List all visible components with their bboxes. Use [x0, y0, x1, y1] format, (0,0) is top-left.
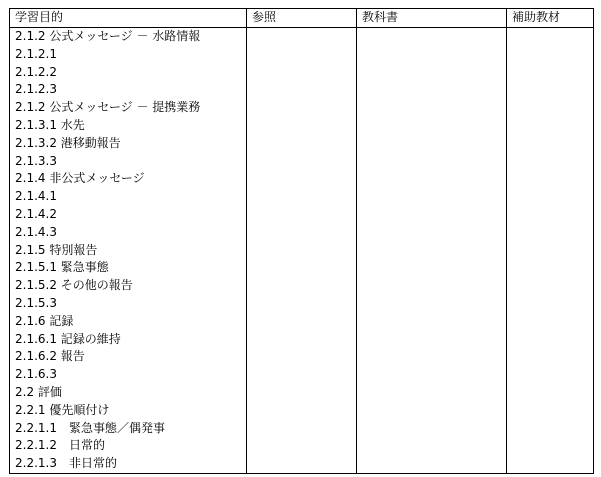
list-item: 2.1.2 公式メッセージ － 水路情報 [15, 29, 201, 43]
list-item: 2.1.3.2 港移動報告 [15, 135, 121, 150]
list-item: 2.2.1.2 日常的 [15, 438, 105, 453]
list-item: 2.1.6.2 報告 [15, 349, 85, 364]
textbook-cell [357, 28, 507, 474]
header-textbook: 教科書 [357, 9, 507, 28]
syllabus-table [9, 8, 594, 474]
list-item: 2.1.6.1 記録の維持 [15, 331, 121, 346]
list-item: 2.2.1.3 非日常的 [15, 456, 117, 471]
list-item: 2.1.3.1 水先 [15, 117, 85, 132]
list-item: 2.1.4.1 [15, 189, 57, 204]
list-item: 2.1.2 公式メッセージ － 提携業務 [15, 100, 201, 115]
list-item: 2.2 評価 [15, 384, 62, 399]
list-item: 2.1.6.3 [15, 367, 57, 382]
list-item: 2.1.5.3 [15, 295, 57, 310]
list-item: 2.1.6 記録 [15, 313, 74, 328]
list-item: 2.2.1 優先順付け [15, 402, 110, 417]
list-item: 2.1.2.1 [15, 46, 57, 61]
header-reference: 参照 [247, 9, 357, 28]
header-supplementary-material: 補助教材 [507, 9, 594, 28]
list-item: 2.2.1.1 緊急事態／偶発事 [15, 420, 165, 435]
objective-list [15, 28, 246, 473]
list-item: 2.1.5 特別報告 [15, 242, 98, 257]
header-row [10, 9, 594, 28]
list-item: 2.1.4 非公式メッセージ [15, 171, 145, 186]
list-item: 2.1.2.2 [15, 64, 57, 79]
list-item: 2.1.5.1 緊急事態 [15, 260, 109, 275]
list-item: 2.1.2.3 [15, 82, 57, 97]
list-item: 2.1.4.3 [15, 224, 57, 239]
table-row [10, 28, 594, 474]
supplementary-material-cell [507, 28, 594, 474]
list-item: 2.1.4.2 [15, 206, 57, 221]
list-item: 2.1.5.2 その他の報告 [15, 278, 133, 293]
learning-objective-cell [10, 28, 247, 474]
header-learning-objective: 学習目的 [10, 9, 247, 28]
list-item: 2.1.3.3 [15, 153, 57, 168]
reference-cell [247, 28, 357, 474]
